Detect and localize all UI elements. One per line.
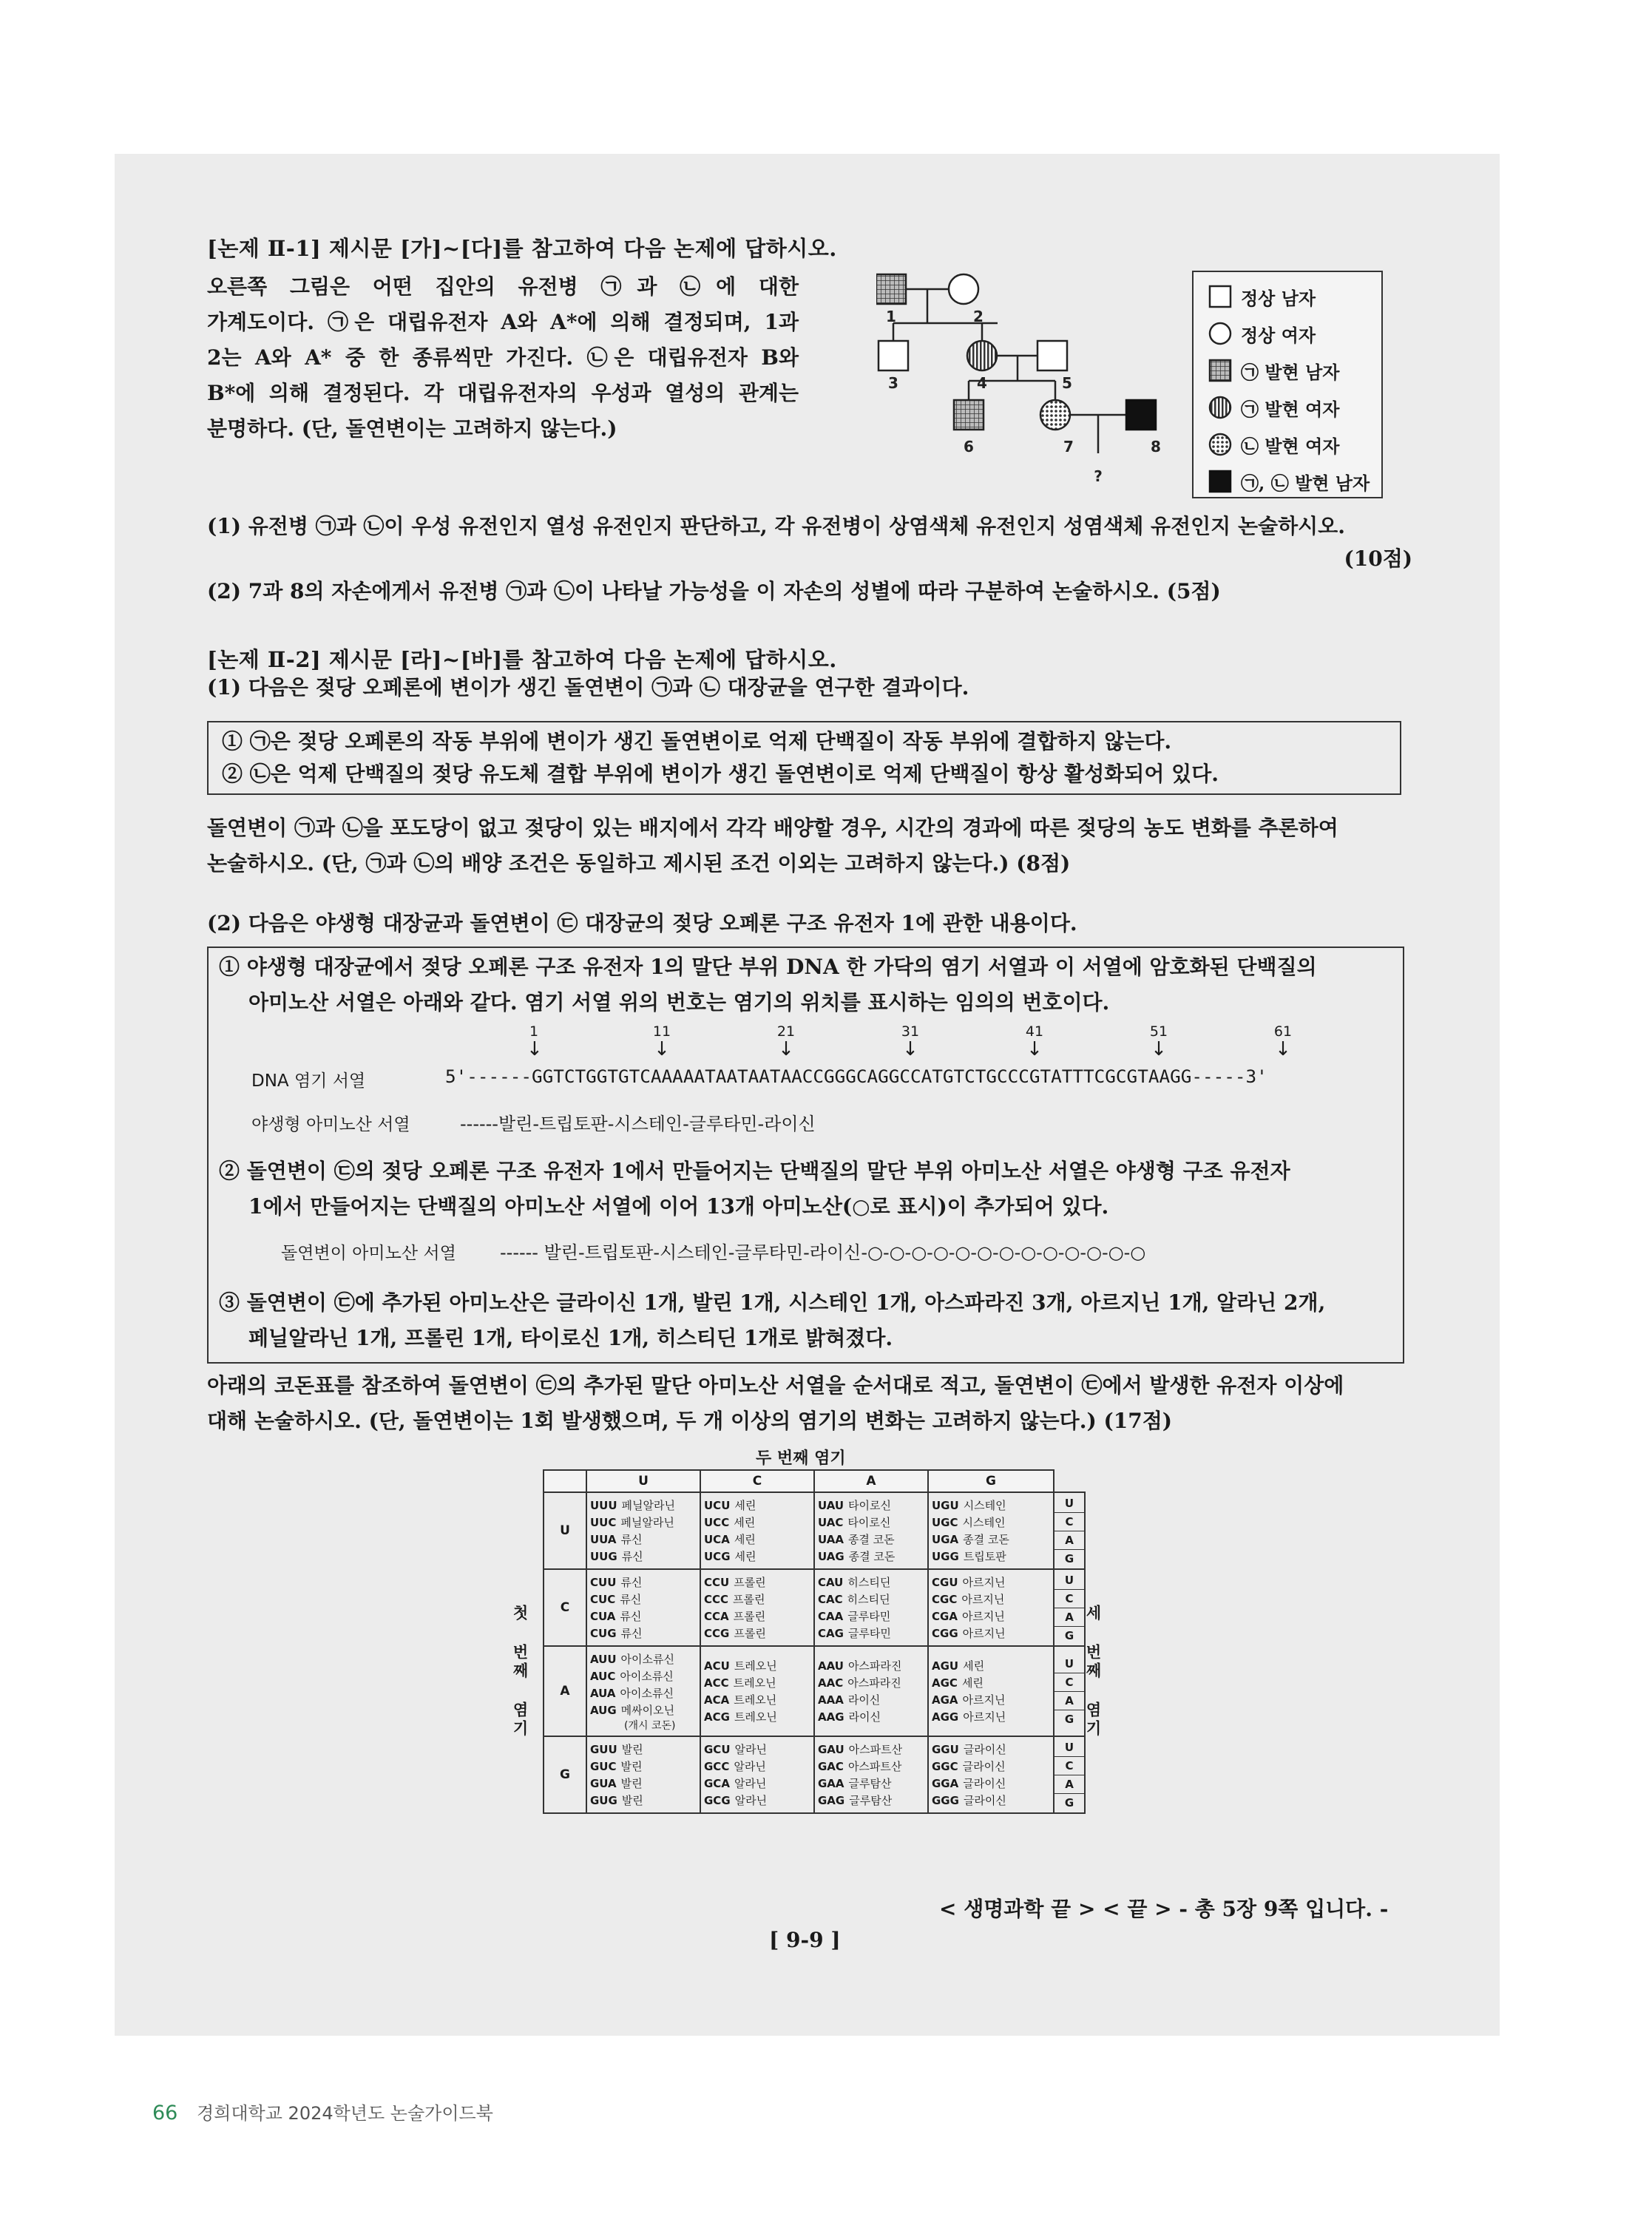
codon-entry: AUC 아이소류신 [590, 1670, 674, 1683]
codon-entry: UUC 페닐알라닌 [590, 1516, 674, 1529]
third-base-label: U [1054, 1738, 1084, 1757]
wt-seq-label: 야생형 아미노산 서열 [251, 1115, 410, 1134]
codon-entry: UAG 종결 코돈 [818, 1550, 896, 1563]
codon-entry: UCA 세린 [704, 1533, 756, 1546]
pedigree-individual-6 [954, 400, 984, 430]
codon-cell [586, 1646, 700, 1736]
pedigree-individual-2 [949, 274, 978, 304]
item2-text: ② 돌연변이 ㉢의 젖당 오페론 구조 유전자 1에서 만들어지는 단백질의 말단 부위 아미노산 서열은 야생형 구조 유전자 1에서 만들어지는 단백질의 아미노산 서열에 이어 13개 아미노산(○로 표시)이 추가되어 있다. [219, 1159, 1290, 1219]
codon-entry: GUG 발린 [590, 1794, 643, 1807]
codon-entry: UGU 시스테인 [932, 1499, 1006, 1512]
first-base-cell: U [544, 1492, 586, 1569]
codon-entry: GCU 알라닌 [704, 1743, 767, 1756]
codon-entry: ACG 트레오닌 [704, 1710, 777, 1724]
codon-entry: UGG 트립토판 [932, 1550, 1006, 1563]
pedigree-individual-1 [876, 274, 906, 304]
result-item: ② ㉡은 억제 단백질의 젖당 유도체 결합 부위에 변이가 생긴 돌연변이로 억제 단백질이 항상 활성화되어 있다. [222, 762, 1219, 786]
item3-text: ③ 돌연변이 ㉢에 추가된 아미노산은 글라이신 1개, 발린 1개, 시스테인 1개, 아스파라진 3개, 아르지닌 1개, 알라닌 2개, 페닐알라닌 1개, 프롤린 1개, 타이로신 1개, 히스티딘 1개로 밝혀졌다. [219, 1290, 1326, 1350]
problem2-q2-intro: (2) 다음은 야생형 대장균과 돌연변이 ㉢ 대장균의 젖당 오페론 구조 유전자 1에 관한 내용이다. [207, 911, 1077, 935]
codon-row [544, 1492, 1085, 1569]
codon-entry: UAC 타이로신 [818, 1516, 891, 1529]
second-base-header: A [814, 1470, 928, 1492]
codon-entry: CGU 아르지닌 [932, 1576, 1006, 1589]
codon-second-base-title: 두 번째 염기 [756, 1449, 846, 1468]
codon-entry: CAA 글루타민 [818, 1610, 891, 1623]
pedigree-diagram [876, 263, 1187, 495]
codon-entry: UUU 페닐알라닌 [590, 1499, 675, 1512]
codon-entry: AGU 세린 [932, 1659, 985, 1673]
third-base-label: A [1054, 1608, 1084, 1627]
third-base-label: C [1054, 1590, 1084, 1608]
codon-cell [928, 1736, 1054, 1813]
problem2-q2-body: 아래의 코돈표를 참조하여 돌연변이 ㉢의 추가된 말단 아미노산 서열을 순서대로 적고, 돌연변이 ㉢에서 발생한 유전자 이상에 대해 논술하시오. (단, 돌연변이는 1회 발생했으며, 두 개 이상의 염기의 변화는 고려하지 않는다.) (17점) [207, 1373, 1344, 1433]
codon-table-grid [543, 1469, 1086, 1814]
codon-cell [814, 1569, 928, 1646]
codon-entry: GGC 글라이신 [932, 1760, 1006, 1773]
codon-row [544, 1736, 1085, 1813]
codon-entry: UGC 시스테인 [932, 1516, 1006, 1529]
codon-entry: GGA 글라이신 [932, 1777, 1006, 1790]
codon-entry: CGC 아르지닌 [932, 1593, 1005, 1606]
third-base-label: A [1054, 1775, 1084, 1794]
disease-b-female-icon [1207, 431, 1233, 458]
codon-entry: UGA 종결 코돈 [932, 1533, 1009, 1546]
codon-entry: GUA 발린 [590, 1777, 643, 1790]
third-base-cell [1054, 1569, 1085, 1646]
codon-row [544, 1569, 1085, 1646]
position-marker: 1 ↓ [527, 1023, 543, 1060]
legend-item: ㉡ 발현 여자 [1207, 426, 1381, 463]
codon-third-base-title [1083, 1605, 1103, 1738]
pedigree-label: 5 [1062, 374, 1072, 392]
footer [152, 2099, 493, 2124]
pedigree-label: 7 [1063, 438, 1074, 456]
pedigree-legend [1192, 271, 1383, 498]
disease-a-male-icon [1207, 357, 1233, 384]
codon-entry: CCA 프롤린 [704, 1610, 766, 1623]
problem2-q1-intro: (1) 다음은 젖당 오페론에 변이가 생긴 돌연변이 ㉠과 ㉡ 대장균을 연구한 결과이다. [207, 675, 969, 700]
footer-page-number: 66 [152, 2102, 178, 2124]
codon-entry: AAG 라이신 [818, 1710, 881, 1724]
third-base-label: C [1054, 1673, 1084, 1692]
wt-amino-sequence: ------발린-트립토판-시스테인-글루타민-라이신 [460, 1114, 816, 1134]
pedigree-label: 6 [964, 438, 974, 456]
second-base-header: U [586, 1470, 700, 1492]
third-base-label: G [1064, 1551, 1074, 1565]
codon-cell [586, 1492, 700, 1569]
third-base-cell [1054, 1646, 1085, 1736]
codon-entry: UAA 종결 코돈 [818, 1533, 895, 1546]
codon-entry: CCC 프롤린 [704, 1593, 765, 1606]
third-base-label: 세 번째 염기 [1084, 1605, 1102, 1738]
legend-item: ㉠ 발현 여자 [1207, 389, 1381, 426]
pedigree-label: 2 [973, 308, 984, 325]
both-disease-male-icon [1207, 468, 1233, 495]
third-base-label: U [1054, 1655, 1084, 1673]
pedigree-label: 1 [886, 308, 896, 325]
third-base-label: A [1054, 1531, 1084, 1550]
codon-entry: UAU 타이로신 [818, 1499, 892, 1512]
second-base-header: G [928, 1470, 1054, 1492]
legend-item: 정상 남자 [1207, 278, 1381, 315]
normal-male-icon [1207, 283, 1233, 310]
codon-entry: AGA 아르지닌 [932, 1693, 1006, 1707]
codon-entry: GGU 글라이신 [932, 1743, 1006, 1756]
codon-entry: AAA 라이신 [818, 1693, 881, 1707]
pedigree-individual-8 [1126, 400, 1156, 430]
pedigree-label: 8 [1151, 438, 1161, 456]
codon-entry: UUG 류신 [590, 1550, 643, 1563]
third-base-label: U [1054, 1494, 1084, 1513]
problem1-q2: (2) 7과 8의 자손에게서 유전병 ㉠과 ㉡이 나타날 가능성을 이 자손의 성별에 따라 구분하여 논술하시오. (5점) [207, 579, 1221, 603]
codon-entry: ACU 트레오닌 [704, 1659, 777, 1673]
codon-entry: CUU 류신 [590, 1576, 643, 1589]
intro-line: 오른쪽 그림은 어떤 집안의 유전병 ㉠과 ㉡에 대한 [207, 274, 799, 299]
codon-entry: CGG 아르지닌 [932, 1627, 1006, 1640]
position-marker: 51 ↓ [1149, 1023, 1168, 1060]
codon-entry: ACC 트레오닌 [704, 1676, 776, 1690]
codon-entry: UCC 세린 [704, 1516, 756, 1529]
codon-entry: GAA 글루탐산 [818, 1777, 892, 1790]
first-base-label: 첫 번째 염기 [511, 1605, 529, 1738]
problem1-q1: (1) 유전병 ㉠과 ㉡이 우성 유전인지 열성 유전인지 판단하고, 각 유전병이 상염색체 유전인지 성염색체 유전인지 논술하시오. [207, 514, 1345, 538]
intro-line: 분명하다. (단, 돌연변이는 고려하지 않는다.) [207, 416, 617, 441]
pedigree-individual-5 [1037, 341, 1067, 370]
codon-cell [814, 1492, 928, 1569]
pedigree-label: 4 [977, 374, 987, 392]
third-base-cell [1054, 1736, 1085, 1813]
codon-entry: AAU 아스파라진 [818, 1659, 902, 1673]
legend-item: ㉠, ㉡ 발현 남자 [1207, 463, 1381, 500]
position-marker: 31 ↓ [901, 1023, 920, 1060]
dna-sequence: 5'------GGTCTGGTGTCAAAAATAATAATAACCGGGCAGGCCATGTCTGCCCGTATTTCGCGTAAGG-----3' [445, 1066, 1267, 1087]
result-item: ① ㉠은 젖당 오페론의 작동 부위에 변이가 생긴 돌연변이로 억제 단백질이 작동 부위에 결합하지 않는다. [222, 729, 1172, 754]
first-base-cell: C [544, 1569, 586, 1646]
codon-entry: CAU 히스티딘 [818, 1576, 891, 1589]
first-base-cell: G [544, 1736, 586, 1813]
codon-entry: CUC 류신 [590, 1593, 642, 1606]
position-marker: 61 ↓ [1273, 1023, 1293, 1060]
footer-title: 경희대학교 2024학년도 논술가이드북 [197, 2103, 493, 2124]
codon-entry: ACA 트레오닌 [704, 1693, 777, 1707]
position-marker: 21 ↓ [776, 1023, 796, 1060]
codon-entry: GCC 알라닌 [704, 1760, 766, 1773]
codon-table [543, 1469, 1086, 1814]
codon-cell [814, 1736, 928, 1813]
codon-cell [700, 1646, 814, 1736]
codon-entry: CCG 프롤린 [704, 1627, 766, 1640]
codon-entry: AGC 세린 [932, 1676, 984, 1690]
codon-entry: GAC 아스파트산 [818, 1760, 902, 1773]
third-base-cell [1054, 1492, 1085, 1569]
third-base-label: U [1054, 1571, 1084, 1590]
intro-line: B*에 의해 결정된다. 각 대립유전자의 우성과 열성의 관계는 [207, 381, 799, 405]
intro-line: 가계도이다. ㉠은 대립유전자 A와 A*에 의해 결정되며, 1과 [207, 310, 799, 334]
third-base-label: G [1064, 1795, 1074, 1809]
disease-a-female-icon [1207, 394, 1233, 421]
end-note: < 생명과학 끝 > < 끝 > - 총 5장 9쪽 입니다. - [939, 1897, 1389, 1921]
third-base-label: G [1064, 1712, 1074, 1726]
intro-line: 2는 A와 A* 중 한 종류씩만 가진다. ㉡은 대립유전자 B와 [207, 345, 799, 370]
mut-amino-sequence: ------ 발린-트립토판-시스테인-글루타민-라이신-○-○-○-○-○-○-○-○-○-○-○-○-○ [500, 1242, 1146, 1263]
codon-cell [700, 1736, 814, 1813]
pedigree-individual-3 [879, 341, 908, 370]
codon-entry: CUG 류신 [590, 1627, 643, 1640]
pedigree-individual-4 [967, 341, 997, 370]
codon-entry: UCU 세린 [704, 1499, 756, 1512]
codon-cell [928, 1569, 1054, 1646]
codon-entry: GAG 글루탐산 [818, 1794, 893, 1807]
codon-entry: CAG 글루타민 [818, 1627, 891, 1640]
codon-cell [700, 1492, 814, 1569]
problem2-q1-body: 돌연변이 ㉠과 ㉡을 포도당이 없고 젖당이 있는 배지에서 각각 배양할 경우, 시간의 경과에 따른 젖당의 농도 변화를 추론하여 논술하시오. (단, ㉠과 ㉡의 배양 조건은 동일하고 제시된 조건 이외는 고려하지 않는다.) (8점) [207, 816, 1338, 876]
third-base-label: G [1064, 1628, 1074, 1642]
position-marker: 41 ↓ [1025, 1023, 1044, 1060]
mutation-results-box [207, 721, 1401, 795]
pedigree-label: 3 [888, 374, 898, 392]
legend-item: ㉠ 발현 남자 [1207, 352, 1381, 389]
codon-entry: GCA 알라닌 [704, 1777, 767, 1790]
dna-seq-label: DNA 염기 서열 [251, 1071, 366, 1091]
start-codon-note: (개시 코돈) [624, 1720, 676, 1732]
problem1-intro [207, 269, 799, 447]
normal-female-icon [1207, 320, 1233, 347]
codon-entry: UUA 류신 [590, 1533, 643, 1546]
codon-entry: GUU 발린 [590, 1743, 643, 1756]
third-base-label: A [1054, 1692, 1084, 1710]
codon-cell [814, 1646, 928, 1736]
problem2-heading: [논제 Ⅱ-2] 제시문 [라]~[바]를 참고하여 다음 논제에 답하시오. [207, 647, 837, 672]
pedigree-label: ? [1094, 467, 1103, 485]
problem1-heading: [논제 Ⅱ-1] 제시문 [가]~[다]를 참고하여 다음 논제에 답하시오. [207, 236, 837, 261]
codon-cell [700, 1569, 814, 1646]
mut-seq-label: 돌연변이 아미노산 서열 [281, 1244, 456, 1263]
codon-cell [928, 1492, 1054, 1569]
codon-cell [928, 1646, 1054, 1736]
codon-entry: GCG 알라닌 [704, 1794, 768, 1807]
codon-entry: GUC 발린 [590, 1760, 643, 1773]
codon-entry: CUA 류신 [590, 1610, 642, 1623]
third-base-label: C [1054, 1513, 1084, 1531]
problem1-q1-points: (10점) [1344, 546, 1412, 571]
codon-entry: CAC 히스티딘 [818, 1593, 890, 1606]
page-number: [ 9-9 ] [769, 1928, 841, 1952]
codon-entry: AAC 아스파라진 [818, 1676, 901, 1690]
codon-entry: AUA 아이소류신 [590, 1687, 674, 1700]
codon-entry: AGG 아르지닌 [932, 1710, 1006, 1724]
position-marker: 11 ↓ [652, 1023, 671, 1060]
codon-entry: AUG 메싸이오닌 [590, 1704, 675, 1717]
codon-entry: CCU 프롤린 [704, 1576, 766, 1589]
codon-cell [586, 1736, 700, 1813]
item1-text: ① 야생형 대장균에서 젖당 오페론 구조 유전자 1의 말단 부위 DNA 한 가닥의 염기 서열과 이 서열에 암호화된 단백질의 아미노산 서열은 아래와 같다. 염기 서열 위의 번호는 염기의 위치를 표시하는 임의의 번호이다. [219, 955, 1317, 1015]
codon-first-base-title [510, 1605, 529, 1738]
codon-entry: CGA 아르지닌 [932, 1610, 1005, 1623]
second-base-header: C [700, 1470, 814, 1492]
codon-entry: UCG 세린 [704, 1550, 756, 1563]
codon-row [544, 1646, 1085, 1736]
first-base-cell: A [544, 1646, 586, 1736]
codon-entry: GGG 글라이신 [932, 1794, 1006, 1807]
codon-entry: AUU 아이소류신 [590, 1653, 674, 1666]
third-base-label: C [1054, 1757, 1084, 1775]
codon-cell [586, 1569, 700, 1646]
codon-entry: GAU 아스파트산 [818, 1743, 903, 1756]
pedigree-individual-7 [1040, 400, 1070, 430]
legend-item: 정상 여자 [1207, 315, 1381, 352]
